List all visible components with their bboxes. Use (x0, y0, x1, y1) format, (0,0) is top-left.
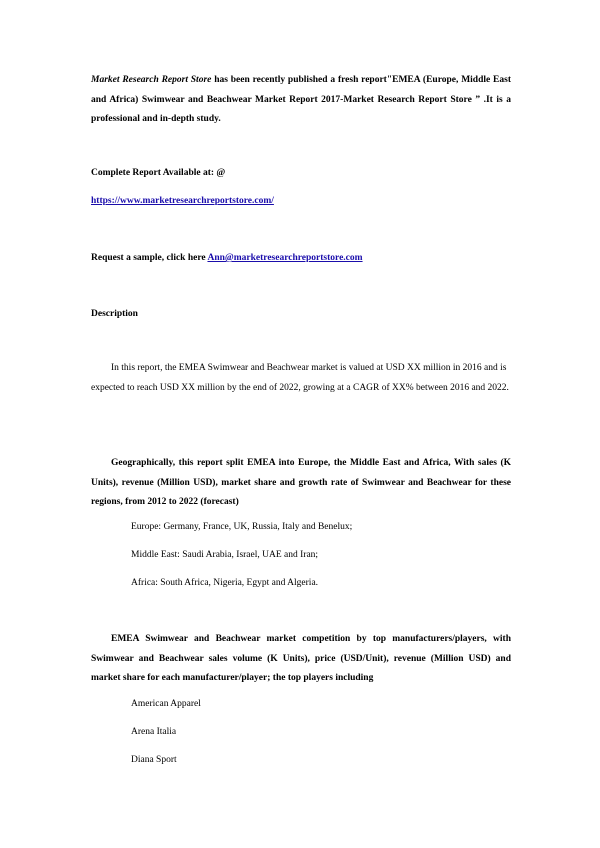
availability-label: Complete Report Available at: @ (91, 168, 226, 178)
sample-email-link[interactable]: Ann@marketresearchreportstore.com (207, 253, 363, 263)
intro-text: has been recently published a fresh report"EMEA (Europe, Middle East and Africa) Swimwear and Beachwear Market Report 2017-Market Research Report Store ” .It is a professional and in-depth study. (91, 75, 512, 124)
intro-paragraph (91, 71, 511, 130)
player-item: Arena Italia (131, 727, 177, 737)
sample-request-row (91, 249, 511, 269)
sample-request-label: Request a sample, click here (91, 253, 208, 263)
report-url-link[interactable]: https://www.marketresearchreportstore.com/ (91, 196, 274, 206)
description-heading: Description (91, 309, 138, 319)
brand-name: Market Research Report Store (91, 75, 212, 85)
region-item: Middle East: Saudi Arabia, Israel, UAE and Iran; (131, 550, 319, 560)
geography-paragraph: Geographically, this report split EMEA into Europe, the Middle East and Africa, With sales (K Units), revenue (Million USD), market share and growth rate of Swimwear and Beachwear for these regions, from 2012 to 2022 (forecast) (91, 458, 511, 507)
description-paragraph: In this report, the EMEA Swimwear and Beachwear market is valued at USD XX million in 2016 and is expected to reach USD XX million by the end of 2022, growing at a CAGR of XX% between 2016 and 2022. (91, 363, 509, 393)
report-url-row (91, 192, 511, 212)
player-item: American Apparel (131, 699, 201, 709)
region-item: Europe: Germany, France, UK, Russia, Italy and Benelux; (131, 522, 353, 532)
competition-paragraph: EMEA Swimwear and Beachwear market competition by top manufacturers/players, with Swimwear and Beachwear sales volume (K Units), price (USD/Unit), revenue (Million USD) and market share for each manufacturer/player; the top players including (91, 634, 511, 683)
region-item: Africa: South Africa, Nigeria, Egypt and Algeria. (131, 578, 319, 588)
player-item: Diana Sport (131, 755, 177, 765)
